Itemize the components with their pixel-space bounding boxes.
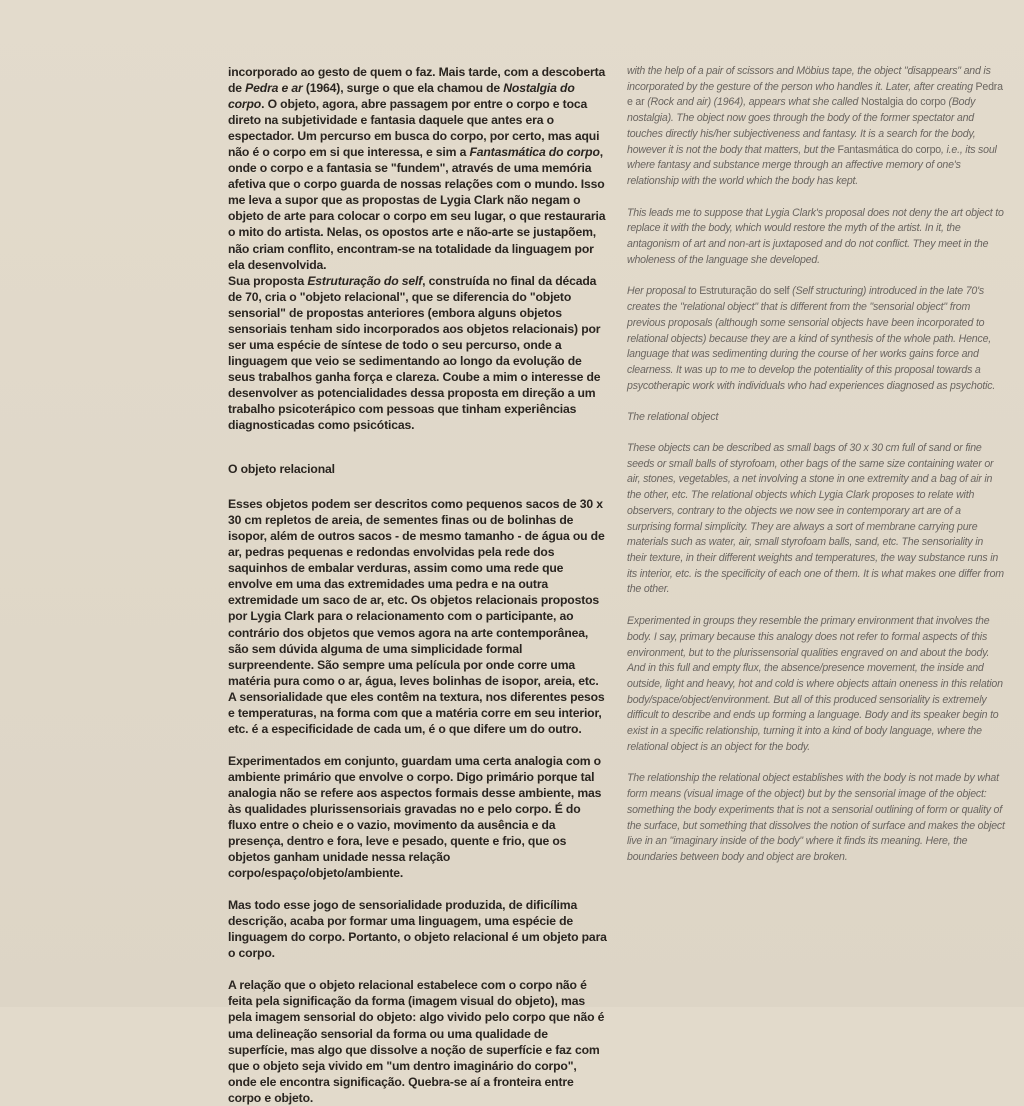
pt-artwork-title: Fantasmática do corpo — [469, 145, 600, 160]
pt-paragraph-3: Esses objetos podem ser descritos como pequenos sacos de 30 x 30 cm repletos de areia, de sementes finas ou de bolinhas de isopor, além de outros sacos - de mesmo tamanho - de água ou de ar, pedras pequenas e redondas envolvidas pela rede dos saquinhos de embalar verduras, assim como uma rede que envolve em uma das extremidades uma pedra e na outra extremidade um saco de ar, etc. Os objetos relacionais propostos por Lygia Clark para o relacionamento com o participante, ao contrário dos objetos que vemos agora na arte contemporânea, são sem dúvida alguma de uma simplicidade formal surpreendente. São sempre uma película por onde corre uma matéria pura como o ar, água, leves bolinhas de isopor, areia, etc. A sensorialidade que eles contêm na textura, nos diferentes pesos e temperaturas, na forma com que a matéria corre em seu interior, etc. é a especificidade de cada um, é o que difere um do outro. — [228, 497, 605, 736]
en-paragraph-6: The relationship the relational object establishes with the body is not made by what form means (visual image of the object) but by the sensorial image of the object: something the body experiments that is not a sensorial outlining of form or quality of the surface, but something that dissolves the notion of surface and makes the object live in an "imaginary inside of the body" where it finds its meaning. Here, the boundaries between body and object are broken. — [627, 772, 1005, 863]
pt-text: , construída no final da década de 70, cria o "objeto relacional", que se diferencia do "objeto sensorial" de propostas anteriores (embora alguns objetos sensoriais tenham sido incorporados aos objetos relacionais) por ser uma espécie de síntese de todo o seu percurso, onde a linguagem que veio se sedimentando ao longo da evolução de seus trabalhos ganha força e clareza. Coube a mim o interesse de desenvolver as potencialidades dessa proposta em direção a um trabalho psicoterápico com pessoas que tinham experiências diagnosticadas como psicóticas. — [228, 273, 601, 433]
pt-text: (1964), surge o que ela chamou de — [302, 81, 504, 96]
pt-paragraph-6: A relação que o objeto relacional estabelece com o corpo não é feita pela significação da forma (imagem visual do objeto), mas pela imagem sensorial do objeto: algo vivido pelo corpo que não é uma delineação sensorial da forma ou uma qualidade de superfície, mas algo que dissolve a noção de superfície e faz com que o objeto seja vivido em "um dentro imaginário do corpo", onde ele encontra significação. Quebra-se aí a fronteira entre corpo e objeto. — [228, 978, 605, 1105]
en-paragraph-5: Experimented in groups they resemble the primary environment that involves the body. I say, primary because this analogy does not refer to formal aspects of this environment, but to the plurissensorial qualities engraved on and about the body. And in this full and empty flux, the absence/presence movement, the inside and outside, light and heavy, hot and cold is where objects attain oneness in this relation body/space/object/environment. But all of this produced sensoriality is extremely difficult to describe and ends up forming a language. Body and its speaker begin to exist in a specific relationship, turning it into a kind of body language, where the relational object is an object for the body. — [627, 615, 1003, 753]
en-text: (Rock and air) (1964), appears what she called — [644, 96, 861, 109]
en-paragraph-1 — [627, 64, 1005, 190]
portuguese-column — [228, 64, 608, 1106]
pt-paragraph-2 — [228, 273, 608, 433]
pt-text: . O objeto, agora, abre passagem por entre o corpo e toca direto na subjetividade e fantasia daquele que antes era o espectador. Um percurso em busca do corpo, por certo, mas aqui não é o corpo em si que interessa, e sim a — [228, 97, 600, 160]
en-artwork-title: Fantasmática do corpo — [837, 143, 941, 156]
en-text: with the help of a pair of scissors and Möbius tape, the object "disappears" and is incorporated by the gesture of the person who handles it. Later, after creating — [627, 65, 991, 93]
pt-text: Sua proposta — [228, 273, 308, 288]
en-text: (Body nostalgia). The object now goes through the body of the former spectator and touches directly his/her subjectiveness and fantasy. It is a search for the body, however it is not the body that matters, but the — [627, 96, 976, 156]
pt-artwork-title: Estruturação do self — [307, 273, 423, 288]
en-artwork-title: Nostalgia do corpo — [861, 96, 946, 109]
en-text: (Self structuring) introduced in the late 70's creates the "relational object" that is different from the "sensorial object" from previous proposals (although some sensorial objects have been incorporated to relational objects) because they are a kind of synthesis of the whole path. Hence, language that was sedimenting during the course of her works gains force and clearness. It was up to me to develop the potentiality of this proposal towards a psycotherapic work with individuals who had experiences diagnosed as psychotic. — [627, 285, 996, 392]
en-artwork-title: Pedra e ar — [627, 80, 1003, 109]
pt-paragraph-5: Mas todo esse jogo de sensorialidade produzida, de dificílima descrição, acaba por formar uma linguagem, uma espécie de linguagem do corpo. Portanto, o objeto relacional é um objeto para o corpo. — [228, 898, 607, 961]
en-paragraph-4: These objects can be described as small bags of 30 x 30 cm full of sand or fine seeds or small balls of styrofoam, other bags of the same size containing water or air, stones, vegetables, a net involving a stone in one extremity and a bag of air in the other, etc. The relational objects which Lygia Clark proposes to relate with observers, contrary to the objects we now see in contemporary art are of a surprising formal simplicity. They are always a sort of membrane carrying pure materials such as water, air, small styrofoam balls, sand, etc. The sensoriality in their texture, in their different weights and temperatures, the way substance runs in its interior, etc. is the specificity of each one of them. It is what makes one differ from the other. — [627, 442, 1004, 596]
english-column — [627, 64, 1005, 866]
pt-artwork-title: Nostalgia do corpo — [228, 81, 575, 112]
pt-paragraph-4: Experimentados em conjunto, guardam uma certa analogia com o ambiente primário que envolve o corpo. Digo primário porque tal analogia não se refere aos aspectos formais desse ambiente, mas às qualidades plurissensoriais gravadas no e pelo corpo. É do fluxo entre o cheio e o vazio, movimento da ausência e da presença, dentro e fora, leve e pesado, quente e frio, que os objetos ganham unidade nessa relação corpo/espaço/objeto/ambiente. — [228, 753, 602, 881]
pt-text: , onde o corpo e a fantasia se "fundem", através de uma memória afetiva que o corpo guarda de nossas relações com o mundo. Isso me leva a supor que as propostas de Lygia Clark não negam o objeto de arte para colocar o corpo em seu lugar, o que restauraria o mito do artista. Nelas, os opostos arte e não-arte se justapõem, não criam conflito, encontram-se na totalidade da linguagem por ela desenvolvida. — [228, 145, 606, 272]
en-text: Her proposal to — [627, 285, 700, 298]
pt-text: incorporado ao gesto de quem o faz. Mais tarde, com a descoberta de — [228, 65, 606, 96]
en-paragraph-2: This leads me to suppose that Lygia Clark's proposal does not deny the art object to replace it with the body, which would restore the myth of the artist. In it, the antagonism of art and non-art is juxtaposed and do not conflict. They meet in the wholeness of the language she developed. — [627, 206, 1004, 266]
en-artwork-title: Estruturação do self — [699, 285, 790, 298]
en-paragraph-3 — [627, 284, 1005, 394]
pt-section-heading: O objeto relacional — [228, 462, 335, 477]
en-section-heading: The relational object — [627, 411, 719, 424]
pt-paragraph-1 — [228, 64, 608, 273]
pt-artwork-title: Pedra e ar — [245, 81, 303, 96]
en-text: , i.e., its soul where fantasy and substance merge through an affective memory of one's relationship with the world which the body has kept. — [627, 143, 997, 187]
